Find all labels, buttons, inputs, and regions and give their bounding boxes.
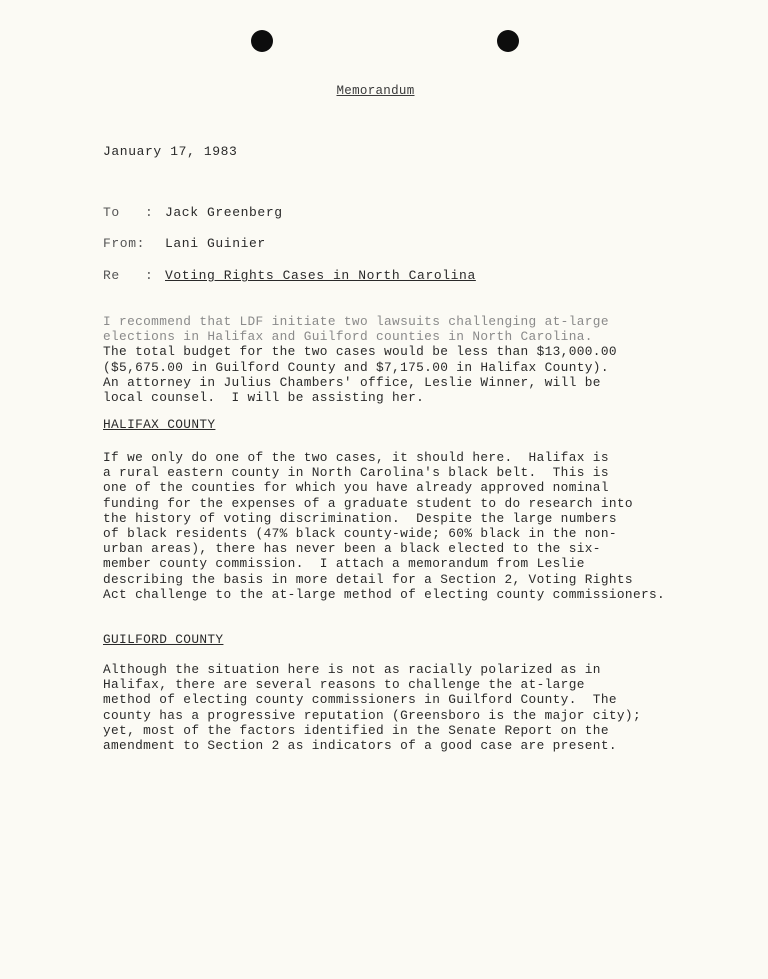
- paragraph-line: yet, most of the factors identified in the Senate Report on the: [103, 722, 609, 738]
- guilford-paragraph: [103, 662, 763, 753]
- memo-title: Memorandum: [336, 84, 415, 98]
- to-line: [103, 205, 283, 220]
- paragraph-line: of black residents (47% black county-wide; 60% black in the non-: [103, 526, 617, 542]
- punch-hole-right: [497, 30, 519, 52]
- paragraph-line: I recommend that LDF initiate two lawsuits challenging at-large: [103, 314, 609, 329]
- paragraph-line: local counsel. I will be assisting her.: [103, 390, 425, 406]
- from-label: From:: [103, 236, 146, 251]
- from-value: Lani Guinier: [165, 236, 266, 251]
- paragraph-line: ($5,675.00 in Guilford County and $7,175.00 in Halifax County).: [103, 359, 609, 375]
- paragraph-line: describing the basis in more detail for a Section 2, Voting Rights: [103, 571, 633, 587]
- paragraph-line: Although the situation here is not as racially polarized as in: [103, 662, 601, 677]
- to-value: Jack Greenberg: [165, 205, 283, 220]
- paragraph-line: member county commission. I attach a memorandum from Leslie: [103, 556, 585, 572]
- halifax-heading: HALIFAX COUNTY: [103, 417, 216, 432]
- paragraph-line: county has a progressive reputation (Greensboro is the major city);: [103, 707, 641, 723]
- punch-hole-left: [251, 30, 273, 52]
- paragraph-line: method of electing county commissioners in Guilford County. The: [103, 692, 617, 708]
- paragraph-line: elections in Halifax and Guilford counties in North Carolina.: [103, 329, 593, 345]
- paragraph-line: Act challenge to the at-large method of electing county commissioners.: [103, 586, 666, 602]
- paragraph-line: amendment to Section 2 as indicators of a good case are present.: [103, 738, 617, 754]
- paragraph-line: Halifax, there are several reasons to challenge the at-large: [103, 677, 585, 693]
- re-label: Re :: [103, 268, 154, 283]
- paragraph-line: funding for the expenses of a graduate student to do research into: [103, 495, 633, 511]
- from-line: [103, 236, 266, 251]
- memo-date: January 17, 1983: [103, 144, 238, 159]
- paragraph-line: a rural eastern county in North Carolina's black belt. This is: [103, 465, 609, 481]
- intro-paragraph: [103, 314, 763, 405]
- re-value: Voting Rights Cases in North Carolina: [165, 268, 476, 283]
- paragraph-line: An attorney in Julius Chambers' office, Leslie Winner, will be: [103, 374, 601, 390]
- paragraph-line: The total budget for the two cases would be less than $13,000.00: [103, 344, 617, 360]
- paragraph-line: one of the counties for which you have already approved nominal: [103, 480, 609, 496]
- guilford-heading: GUILFORD COUNTY: [103, 632, 224, 647]
- re-line: [103, 268, 476, 283]
- paragraph-line: the history of voting discrimination. Despite the large numbers: [103, 510, 617, 526]
- halifax-paragraph: [103, 450, 763, 602]
- to-label: To :: [103, 205, 154, 220]
- paragraph-line: urban areas), there has never been a black elected to the six-: [103, 541, 601, 557]
- paragraph-line: If we only do one of the two cases, it should here. Halifax is: [103, 450, 609, 465]
